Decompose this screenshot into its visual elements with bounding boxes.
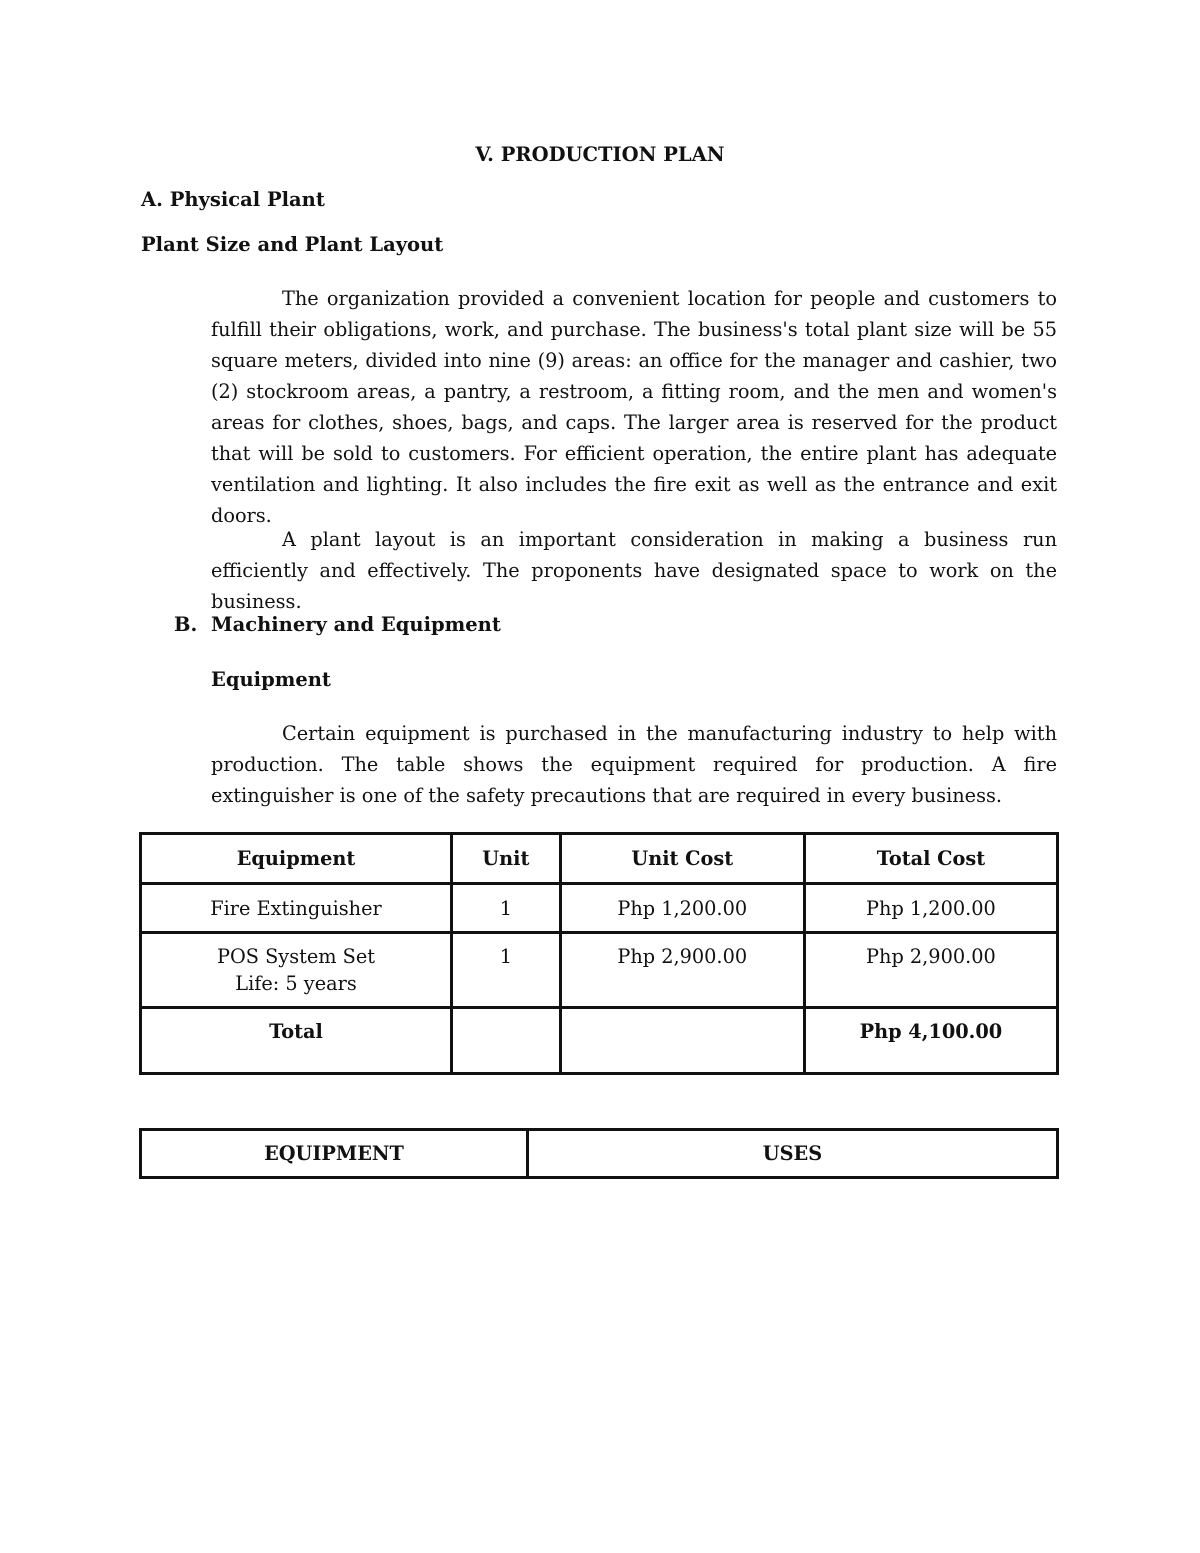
table-total-row	[141, 1008, 1058, 1074]
uses-table-header-row	[141, 1130, 1058, 1178]
header-unit-cost: Unit Cost	[560, 834, 804, 884]
section-b-heading: Machinery and Equipment	[211, 613, 501, 636]
cell-total-cost: Php 4,100.00	[804, 1008, 1057, 1074]
cell-total-unit	[452, 1008, 561, 1074]
cell-unit-cost: Php 1,200.00	[560, 884, 804, 933]
section-b-subheading: Equipment	[211, 668, 331, 691]
section-a-paragraph-2: A plant layout is an important consideration in making a business run efficiently and effectively. The proponents have designated space to work on the business.	[211, 528, 1057, 613]
table-row	[141, 884, 1058, 933]
table-row	[141, 933, 1058, 1008]
equipment-table	[139, 832, 1059, 1075]
header-unit: Unit	[452, 834, 561, 884]
header-uses: USES	[527, 1130, 1057, 1178]
cell-equipment-note: Life: 5 years	[235, 972, 357, 995]
section-b-paragraph: Certain equipment is purchased in the manufacturing industry to help with production. The table shows the equipment required for production. A fire extinguisher is one of the safety precautions that are required in every business.	[211, 722, 1057, 807]
equipment-table-header-row	[141, 834, 1058, 884]
cell-equipment	[141, 933, 452, 1008]
header-equipment: Equipment	[141, 834, 452, 884]
section-a-subheading: Plant Size and Plant Layout	[141, 233, 444, 256]
cell-total-cost: Php 2,900.00	[804, 933, 1057, 1008]
section-a-paragraph-1: The organization provided a convenient location for people and customers to fulfill their obligations, work, and purchase. The business's total plant size will be 55 square meters, divided into nine (9) areas: an office for the manager and cashier, two (2) stockroom areas, a pantry, a restroom, a fitting room, and the men and women's areas for clothes, shoes, bags, and caps. The larger area is reserved for the product that will be sold to customers. For efficient operation, the entire plant has adequate ventilation and lighting. It also includes the fire exit as well as the entrance and exit doors.	[211, 287, 1057, 527]
header-equipment: EQUIPMENT	[141, 1130, 528, 1178]
cell-unit: 1	[452, 933, 561, 1008]
cell-equipment-name: POS System Set	[216, 945, 376, 968]
cell-equipment: Fire Extinguisher	[141, 884, 452, 933]
uses-table	[139, 1128, 1059, 1179]
cell-total-label: Total	[141, 1008, 452, 1074]
header-total-cost: Total Cost	[804, 834, 1057, 884]
cell-total-cost: Php 1,200.00	[804, 884, 1057, 933]
section-a-heading: A. Physical Plant	[141, 188, 325, 211]
cell-total-unit-cost	[560, 1008, 804, 1074]
cell-unit-cost: Php 2,900.00	[560, 933, 804, 1008]
section-b-letter: B.	[174, 613, 198, 636]
cell-unit: 1	[452, 884, 561, 933]
page-title: V. PRODUCTION PLAN	[475, 143, 725, 166]
